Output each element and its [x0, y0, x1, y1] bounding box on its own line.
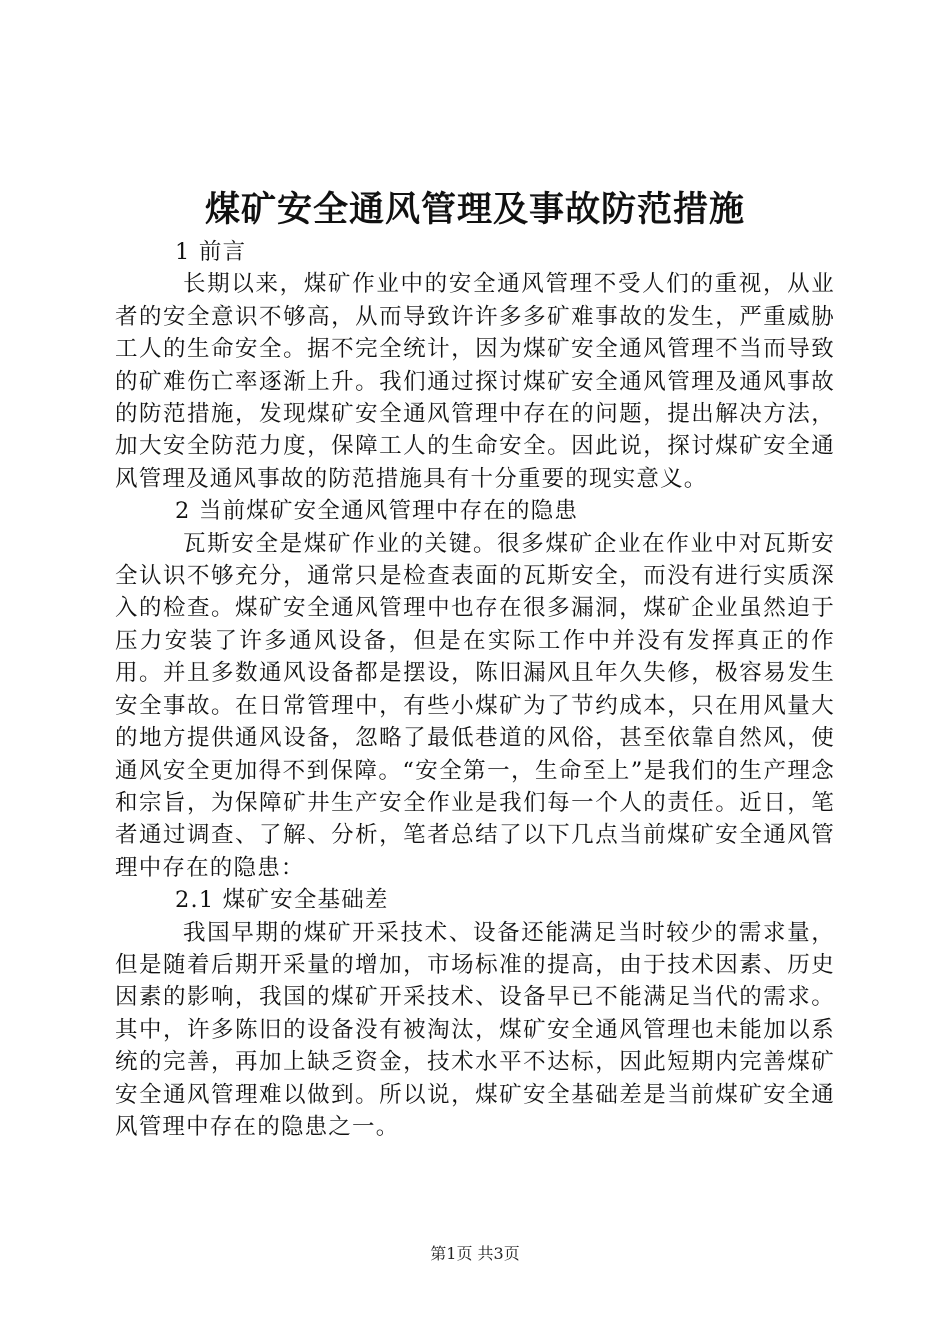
subsection-heading: 2.1 煤矿安全基础差 [175, 887, 389, 914]
body-paragraph: 我国早期的煤矿开采技术、设备还能满足当时较少的需求量，但是随着后期开采量的增加，市场标准的提高，由于技术因素、历史因素的影响，我国的煤矿开采技术、设备早已不能满足当代的需求。其中，许多陈旧的设备没有被淘汰，煤矿安全通风管理也未能加以系统的完善，再加上缺乏资金，技术水平不达标，因此短期内完善煤矿安全通风管理难以做到。所以说，煤矿安全基础差是当前煤矿安全通风管理中存在的隐患之一。 [115, 919, 835, 1140]
document-body [115, 236, 835, 1143]
page-number-footer: 第1页 共3页 [430, 1244, 520, 1263]
section-heading: 1 前言 [175, 239, 247, 265]
body-paragraph: 瓦斯安全是煤矿作业的关键。很多煤矿企业在作业中对瓦斯安全认识不够充分，通常只是检查表面的瓦斯安全，而没有进行实质深入的检查。煤矿安全通风管理中也存在很多漏洞，煤矿企业虽然迫于压力安装了许多通风设备，但是在实际工作中并没有发挥真正的作用。并且多数通风设备都是摆设，陈旧漏风且年久失修，极容易发生安全事故。在日常管理中，有些小煤矿为了节约成本，只在用风量大的地方提供通风设备，忽略了最低巷道的风俗，甚至依靠自然风，使通风安全更加得不到保障。“安全第一，生命至上”是我们的生产理念和宗旨，为保障矿井生产安全作业是我们每一个人的责任。近日，笔者通过调查、了解、分析，笔者总结了以下几点当前煤矿安全通风管理中存在的隐患： [115, 530, 835, 881]
section-heading: 2 当前煤矿安全通风管理中存在的隐患 [175, 498, 579, 525]
body-paragraph: 长期以来，煤矿作业中的安全通风管理不受人们的重视，从业者的安全意识不够高，从而导致许许多多矿难事故的发生，严重威胁工人的生命安全。据不完全统计，因为煤矿安全通风管理不当而导致的矿难伤亡率逐渐上升。我们通过探讨煤矿安全通风管理及通风事故的防范措施，发现煤矿安全通风管理中存在的问题，提出解决方法，加大安全防范力度，保障工人的生命安全。因此说，探讨煤矿安全通风管理及通风事故的防范措施具有十分重要的现实意义。 [115, 271, 835, 492]
page-title: 煤矿安全通风管理及事故防范措施 [204, 189, 745, 230]
